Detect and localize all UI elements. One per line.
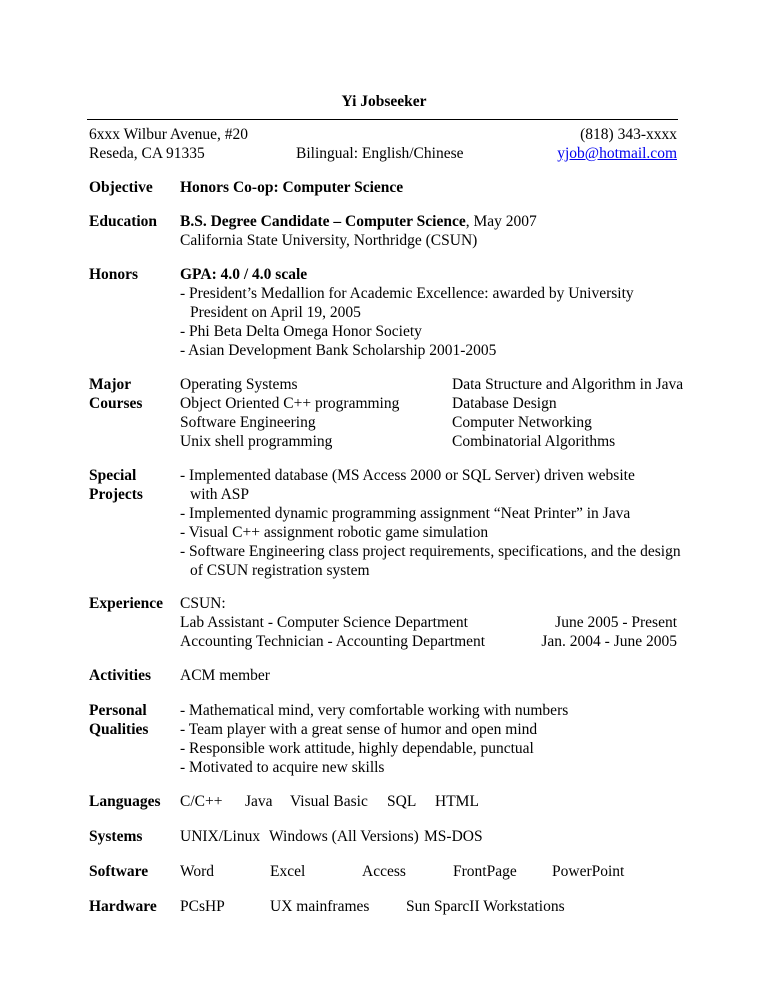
job-title: Accounting Technician - Accounting Department	[180, 633, 486, 650]
language-item: C/C++	[180, 793, 223, 810]
course-item: Software Engineering	[180, 414, 316, 431]
address-line-1: 6xxx Wilbur Avenue, #20	[89, 126, 248, 143]
applicant-name: Yi Jobseeker	[341, 93, 427, 110]
course-item: Computer Networking	[452, 414, 592, 431]
email-text[interactable]: yjob@hotmail.com	[557, 145, 677, 162]
honors-item: - President’s Medallion for Academic Excellence: awarded by University	[180, 285, 634, 302]
courses-label-line1: Major	[89, 376, 132, 393]
address-line-2: Reseda, CA 91335	[89, 145, 205, 162]
job-title: Lab Assistant - Computer Science Department	[180, 614, 468, 631]
education-degree-line	[180, 212, 537, 231]
honors-gpa: GPA: 4.0 / 4.0 scale	[180, 266, 308, 283]
job-dates: June 2005 - Present	[555, 614, 677, 631]
degree-title: B.S. Degree Candidate – Computer Science	[180, 213, 466, 230]
quality-item: - Motivated to acquire new skills	[180, 759, 385, 776]
project-item-continued: with ASP	[190, 486, 250, 503]
system-item: Windows (All Versions)	[269, 828, 419, 845]
course-item: Unix shell programming	[180, 433, 333, 450]
language-item: Visual Basic	[290, 793, 368, 810]
language-item: SQL	[387, 793, 417, 810]
hardware-item: PCsHP	[180, 898, 225, 915]
project-item: - Implemented database (MS Access 2000 or SQL Server) driven website	[180, 467, 635, 484]
hardware-item: UX mainframes	[270, 898, 370, 915]
course-item: Database Design	[452, 395, 557, 412]
quality-item: - Team player with a great sense of humor and open mind	[180, 721, 538, 738]
software-label: Software	[89, 863, 149, 880]
education-school: California State University, Northridge (CSUN)	[180, 232, 478, 249]
project-item: - Visual C++ assignment robotic game simulation	[180, 524, 489, 541]
honors-item-continued: President on April 19, 2005	[190, 304, 361, 321]
language-item: HTML	[435, 793, 479, 810]
language-item: Java	[245, 793, 273, 810]
header-divider	[87, 119, 678, 120]
system-item: MS-DOS	[424, 828, 483, 845]
objective-text: Honors Co-op: Computer Science	[180, 179, 404, 196]
courses-label-line2: Courses	[89, 395, 143, 412]
job-dates: Jan. 2004 - June 2005	[541, 633, 677, 650]
quality-item: - Mathematical mind, very comfortable working with numbers	[180, 702, 569, 719]
system-item: UNIX/Linux	[180, 828, 261, 845]
languages-label: Languages	[89, 793, 161, 810]
software-item: Word	[180, 863, 215, 880]
hardware-label: Hardware	[89, 898, 157, 915]
honors-item: - Asian Development Bank Scholarship 2001-2005	[180, 342, 497, 359]
qualities-label-line2: Qualities	[89, 721, 149, 738]
software-item: Excel	[270, 863, 306, 880]
qualities-label-line1: Personal	[89, 702, 147, 719]
activities-label: Activities	[89, 667, 151, 684]
email-link[interactable]	[557, 144, 677, 163]
course-item: Data Structure and Algorithm in Java	[452, 376, 684, 393]
software-item: FrontPage	[453, 863, 517, 880]
course-item: Object Oriented C++ programming	[180, 395, 400, 412]
phone-number: (818) 343-xxxx	[580, 126, 677, 143]
projects-label-line2: Projects	[89, 486, 143, 503]
systems-label: Systems	[89, 828, 143, 845]
experience-label: Experience	[89, 595, 164, 612]
projects-label-line1: Special	[89, 467, 137, 484]
course-item: Combinatorial Algorithms	[452, 433, 616, 450]
software-item: Access	[362, 863, 406, 880]
course-item: Operating Systems	[180, 376, 298, 393]
quality-item: - Responsible work attitude, highly dependable, punctual	[180, 740, 534, 757]
project-item: - Implemented dynamic programming assignment “Neat Printer” in Java	[180, 505, 631, 522]
software-item: PowerPoint	[552, 863, 625, 880]
honors-item: - Phi Beta Delta Omega Honor Society	[180, 323, 422, 340]
experience-employer: CSUN:	[180, 595, 226, 612]
objective-label: Objective	[89, 179, 153, 196]
education-label: Education	[89, 213, 158, 230]
degree-date: , May 2007	[465, 213, 537, 230]
hardware-item: Sun SparcII Workstations	[406, 898, 565, 915]
bilingual-note: Bilingual: English/Chinese	[296, 145, 464, 162]
honors-label: Honors	[89, 266, 139, 283]
project-item: - Software Engineering class project requirements, specifications, and the design	[180, 543, 681, 560]
activities-text: ACM member	[180, 667, 270, 684]
project-item-continued: of CSUN registration system	[190, 562, 370, 579]
